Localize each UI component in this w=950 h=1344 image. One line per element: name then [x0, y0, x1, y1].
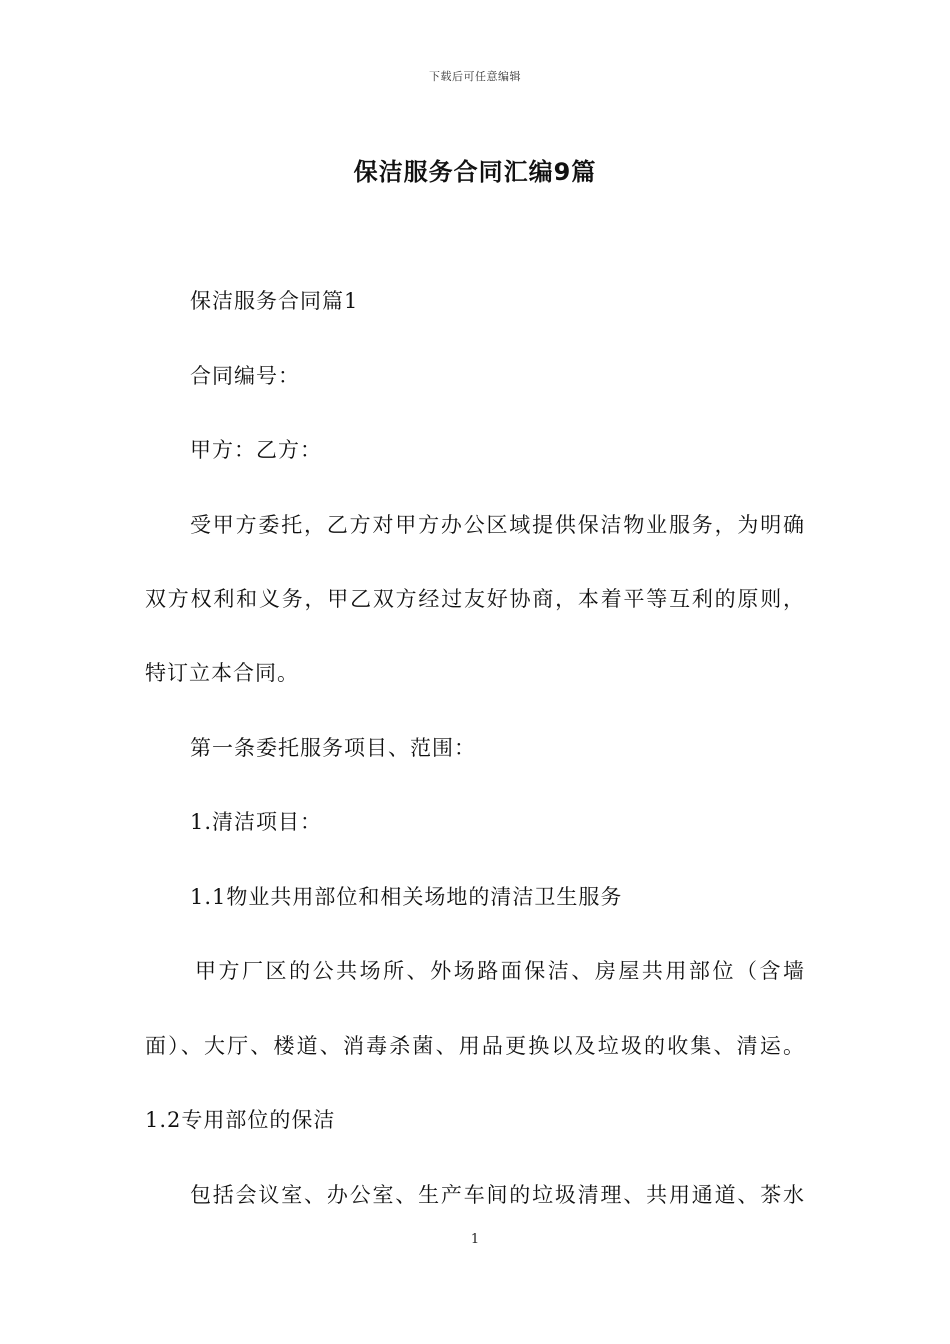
contract-number-line: 合同编号：: [190, 364, 300, 388]
article-heading: 第一条委托服务项目、范围：: [190, 736, 476, 760]
paragraph-line: 面）、大厅、楼道、消毒杀菌、用品更换以及垃圾的收集、清运。: [145, 1034, 805, 1058]
paragraph-line: 甲方厂区的公共场所、外场路面保洁、房屋共用部位（含墙: [195, 959, 805, 983]
paragraph-line: 特订立本合同。: [145, 661, 299, 685]
page-header-note: 下载后可任意编辑: [429, 70, 521, 83]
section-heading: 保洁服务合同篇1: [190, 289, 359, 313]
paragraph-line: 双方权利和义务，甲乙双方经过友好协商，本着平等互利的原则，: [145, 587, 805, 611]
paragraph-line: 包括会议室、办公室、生产车间的垃圾清理、共用通道、茶水: [190, 1183, 805, 1207]
subsection-heading: 1.1物业共用部位和相关场地的清洁卫生服务: [190, 885, 623, 909]
parties-line: 甲方：乙方：: [190, 438, 322, 462]
page-number: 1: [470, 1232, 480, 1247]
paragraph-line: 受甲方委托，乙方对甲方办公区域提供保洁物业服务，为明确: [190, 513, 805, 537]
document-title: 保洁服务合同汇编9篇: [353, 158, 597, 186]
subsection-heading: 1.2专用部位的保洁: [145, 1108, 336, 1132]
subsection-heading: 1.清洁项目：: [190, 810, 323, 834]
